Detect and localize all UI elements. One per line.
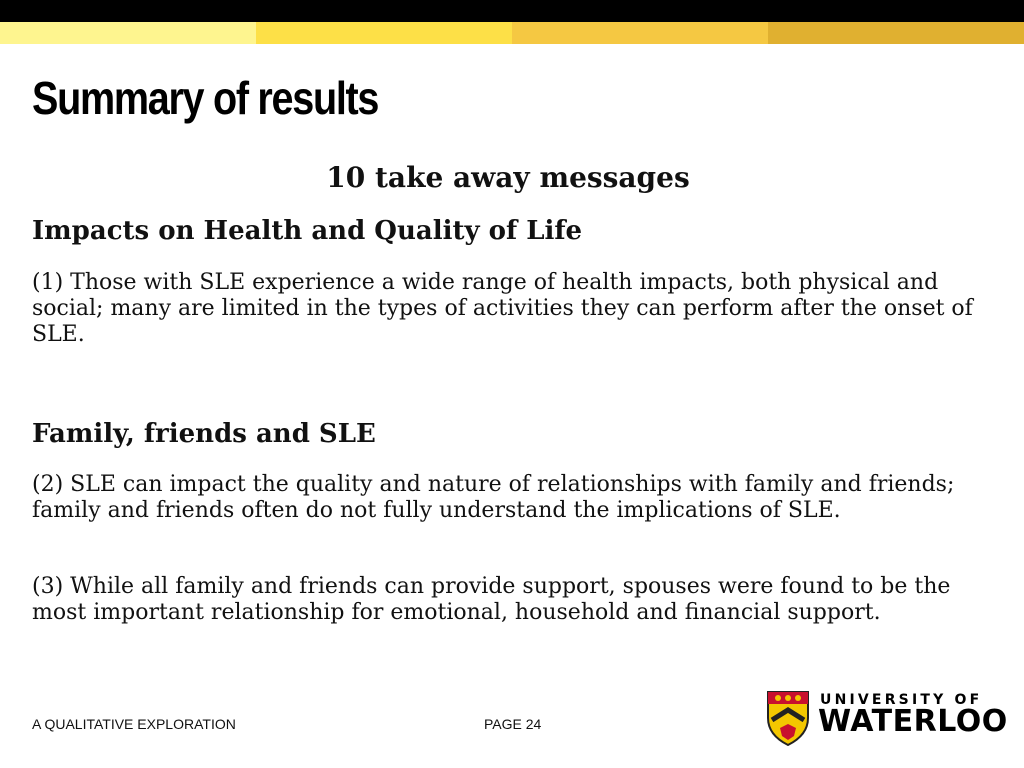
header-stripe-2 xyxy=(256,22,512,44)
message-3: (3) While all family and friends can provide support, spouses were found to be the most important relationship for emotional, household and financial support. xyxy=(32,574,951,625)
header-black-bar xyxy=(0,0,1024,22)
header-stripe-4 xyxy=(768,22,1024,44)
logo-text-waterloo: WATERLOO xyxy=(818,704,1008,739)
header-stripe-3 xyxy=(512,22,768,44)
section-heading-family: Family, friends and SLE xyxy=(32,419,376,449)
header-stripe-1 xyxy=(0,22,256,44)
message-2: (2) SLE can impact the quality and nature of relationships with family and friends; family and friends often do not fully understand the implications of SLE. xyxy=(32,472,955,523)
slide-subtitle: 10 take away messages xyxy=(326,161,690,194)
logo-text-university-of: UNIVERSITY OF xyxy=(820,692,983,708)
university-logo xyxy=(766,690,1008,750)
message-1: (1) Those with SLE experience a wide range of health impacts, both physical and social; many are limited in the types of activities they can perform after the onset of SLE. xyxy=(32,270,973,347)
footer-presentation-title: A QUALITATIVE EXPLORATION xyxy=(32,716,236,732)
slide-title: Summary of results xyxy=(32,72,379,124)
footer-page-number: PAGE 24 xyxy=(484,716,542,732)
section-heading-health: Impacts on Health and Quality of Life xyxy=(32,216,583,246)
waterloo-crest-icon xyxy=(766,690,810,746)
